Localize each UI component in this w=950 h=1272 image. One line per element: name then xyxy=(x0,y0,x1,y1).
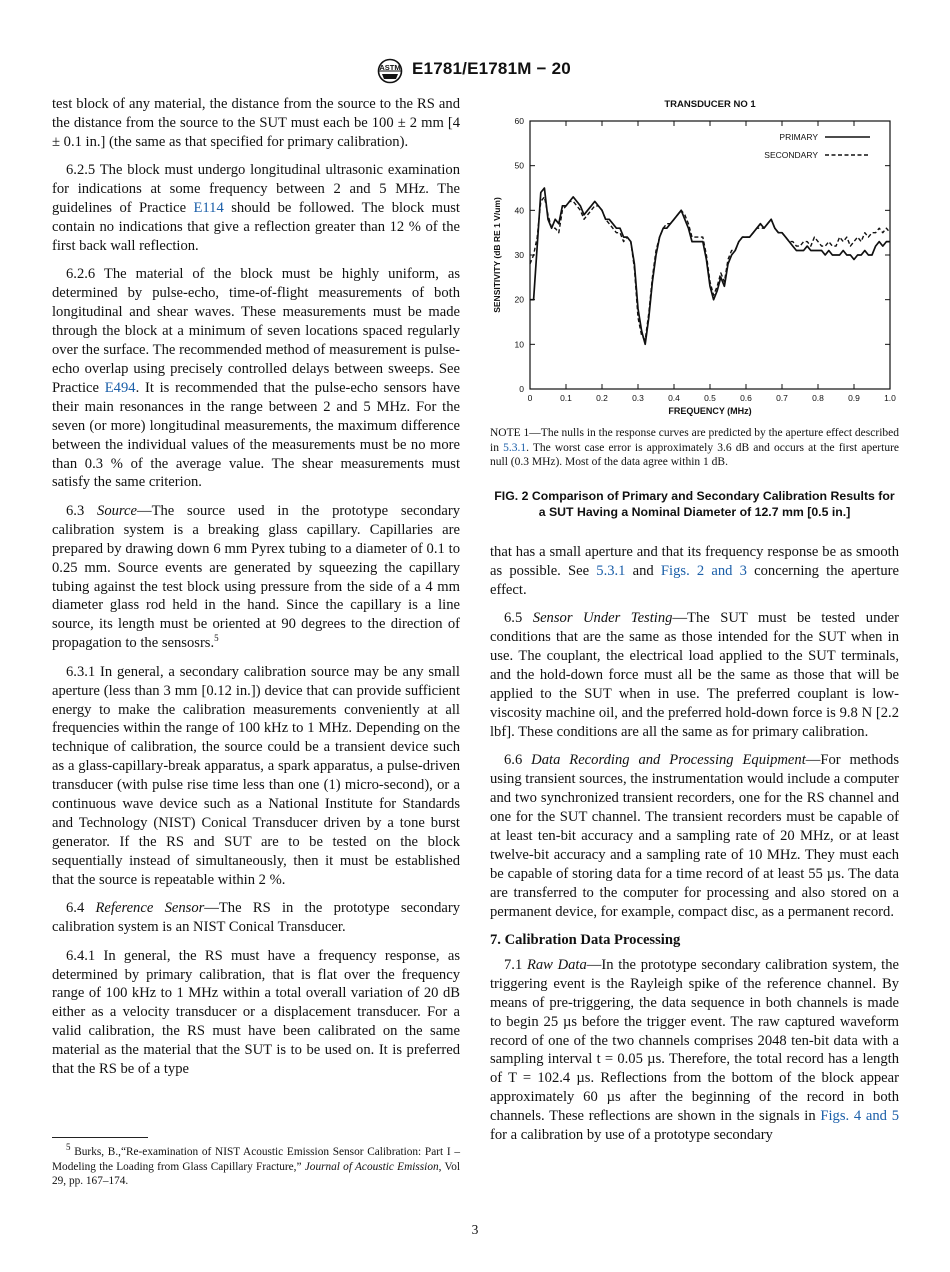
x-tick-label: 0.1 xyxy=(560,393,572,403)
ref-link-5-3-1[interactable]: 5.3.1 xyxy=(503,441,527,454)
paragraph-6-2-5: 6.2.5 The block must undergo longitudinal ultrasonic examination for indications at some frequency between 2 and 5 MHz. The guidelines of Practice E114 should be followed. The block must contain no indications that give a reflection greater than 12 % of the first back wall reflection. xyxy=(52,162,460,254)
ref-link-figs-4-5[interactable]: Figs. 4 and 5 xyxy=(820,1108,899,1125)
frequency-response-chart xyxy=(488,94,902,426)
footnote: $^5$ Burks, B.,“Re-examination of NIST Acoustic Emission Sensor Calibration: Part I – Modeling the Loading from Glass Capillary Fracture,” Journal of Acoustic Emission, Vol 29, pp. 167–174. xyxy=(52,1142,460,1188)
ref-link-figs-2-3[interactable]: Figs. 2 and 3 xyxy=(660,562,747,579)
page-header xyxy=(0,58,950,84)
astm-logo-icon xyxy=(372,58,408,84)
y-tick-label: 20 xyxy=(514,294,524,305)
footnote-rule xyxy=(52,1137,148,1138)
y-tick-label: 30 xyxy=(514,250,524,260)
paragraph: that has a small aperture and that its frequency response be as smooth as possible. See 5.3.1 and Figs. 2 and 3 concerning the aperture effect. xyxy=(490,544,899,598)
standard-designation: E1781/E1781M − 20 xyxy=(412,59,571,78)
x-tick-label: 0 xyxy=(527,393,533,403)
x-tick-label: 0.5 xyxy=(704,393,716,403)
figure-caption: FIG. 2 Comparison of Primary and Secondary Calibration Results for a SUT Having a Nominal Diameter of 12.7 mm [0.5 in.] xyxy=(494,489,895,519)
paragraph-6-4: 6.4 Reference Sensor—The RS in the prototype secondary calibration system is an NIST Conical Transducer. xyxy=(52,900,460,936)
paragraph-6-5: 6.5 Sensor Under Testing—The SUT must be tested under conditions that are the same as those intended for the SUT when in use. The couplant, the electrical load applied to the SUT terminals, and the hold-down force must all be the same as those that will be applied to the SUT when in use. The preferred couplant is low-viscosity machine oil, and the preferred hold-down force is 9.8 N [2.2 lbf]. These conditions are all the same as for primary calibration. xyxy=(490,610,899,740)
ref-link-e494[interactable]: E494 xyxy=(104,379,136,396)
ref-link-e114[interactable]: E114 xyxy=(193,200,224,217)
paragraph-6-4-1: 6.4.1 In general, the RS must have a frequency response, as determined by primary calibration, that is flat over the frequency range of 100 kHz to 1 MHz within a total overall variation of 20 dB either as a velocity transducer or a displacement transducer. For a valid calibration, the RS must have been calibrated on the same material as the material that the SUT is to be used on. It is preferred that the RS be of a type xyxy=(52,947,460,1078)
paragraph-6-3-1: 6.3.1 In general, a secondary calibration source may be any small aperture (less than 3 mm [0.12 in.]) device that can provide sufficient energy to make the calibration measurements conveniently at all frequencies within the range of 100 kHz to 1 MHz. Depending on the technique of calibration, the source could be a transient device such as a glass-capillary-break apparatus, a spark apparatus, a pulse-driven transducer (with pulse rise time less than one (1) micro-second), or a continuous wave device such as a National Institute for Standards and Technology (NIST) Conical Transducer driven by a tone burst generator. If the RS and SUT are to be tested on the block sequentially instead of simultaneously, then it must be established that the source is repeatable within 2 %. xyxy=(52,663,460,888)
x-tick-label: 0.6 xyxy=(740,393,752,403)
x-tick-label: 0.8 xyxy=(812,393,824,403)
y-axis-label: SENSITIVITY (dB RE 1 V/um) xyxy=(492,197,502,313)
chart-title: TRANSDUCER NO 1 xyxy=(664,99,756,110)
series-line-primary xyxy=(530,188,890,344)
paragraph-6-2-6: 6.2.6 The material of the block must be highly uniform, as determined by pulse-echo, time-of-flight measurements of both longitudinal and shear waves. These measurements must be made through the block at a minimum of seven locations spaced regularly over the surface. The recommended method of measurement is pulse-echo overlap using precisely controlled delays between sweeps. See Practice E494. It is recommended that the pulse-echo sensors have their main resonances in the range between 2 and 5 MHz. For the seven (or more) longitudinal measurements, the maximum difference between the individual values of the measurements must be no more than 0.3 % of the average value. The shear measurements must satisfy the same criterion. xyxy=(52,266,460,491)
x-axis-label: FREQUENCY (MHz) xyxy=(668,406,752,416)
y-tick-label: 10 xyxy=(514,339,524,350)
figure-note: NOTE 1—The nulls in the response curves are predicted by the aperture effect described in 5.3.1. The worst case error is approximately 3.6 dB and occurs at the first aperture null (0.3 MHz). Most of the data agree within 1 dB. xyxy=(490,427,900,469)
x-tick-label: 0.7 xyxy=(776,393,788,403)
right-column xyxy=(490,543,899,1155)
logo-text: ASTM xyxy=(379,63,401,72)
footnote-ref[interactable]: 5 xyxy=(214,633,219,644)
ref-link-5-3-1[interactable]: 5.3.1 xyxy=(596,562,626,579)
paragraph: test block of any material, the distance from the source to the RS and the distance from the source to the SUT must each be 100 ± 2 mm [4 ± 0.1 in.] (the same as that specified for primary calibration). xyxy=(52,96,460,150)
legend-label: PRIMARY xyxy=(779,132,818,142)
section-heading: 7. Calibration Data Processing xyxy=(490,932,681,948)
paragraph-7-1: 7.1 Raw Data—In the prototype secondary calibration system, the triggering event is the Rayleigh spike of the reference channel. By means of pre-triggering, the data sequence in both channels is made to begin 25 µs before the trigger event. The raw captured waveform record of one of the two channels comprises 2048 ten-bit data with a sampling interval t = 0.05 µs. Therefore, the total record has a length of T = 102.4 µs. Reflections from the bottom of the block appear approximately 60 µs after the beginning of the record in both channels. These reflections are shown in the signals in Figs. 4 and 5 for a calibration by use of a prototype secondary xyxy=(490,956,900,1144)
series-line-secondary xyxy=(530,197,890,340)
x-tick-label: 0.4 xyxy=(668,393,680,403)
left-column xyxy=(52,95,460,1089)
paragraph-6-3: 6.3 Source—The source used in the prototype secondary calibration system is a breaking glass capillary. Capillaries are prepared by drawing down 6 mm Pyrex tubing to a diameter of 0.1 to 0.25 mm. Source events are generated by squeezing the capillary tubing against the test block using pressure from the side of a 4 mm diameter glass rod held in the hand. Since the capillary is a line source, its length must be oriented at 90 degrees to the direction of propagation to the sensosrs.$^5$ xyxy=(52,502,460,652)
y-tick-label: 60 xyxy=(514,116,524,126)
paragraph-6-6: 6.6 Data Recording and Processing Equipment—For methods using transient sources, the instrumentation would include a computer and two synchronized transient recorders, one for the RS channel and one for the SUT channel. The transient recorders must be capable of at least ten-bit accuracy and a sampling rate of 20 MHz, or at least twelve-bit accuracy and a sampling rate of 10 MHz. They must each be capable of storing data for a time record of at least 55 µs. The data are transferred to the computer for processing and also stored on a permanent device, for example, compact disc, as a permanent record. xyxy=(490,752,899,920)
x-tick-label: 0.3 xyxy=(632,393,644,403)
x-tick-label: 0.9 xyxy=(848,393,860,403)
y-tick-label: 50 xyxy=(514,160,524,171)
x-tick-label: 0.2 xyxy=(596,393,608,403)
x-tick-label: 1.0 xyxy=(884,393,896,403)
legend-label: SECONDARY xyxy=(764,150,818,160)
page-number: 3 xyxy=(471,1222,479,1237)
y-tick-label: 40 xyxy=(514,205,524,216)
y-tick-label: 0 xyxy=(519,384,524,394)
